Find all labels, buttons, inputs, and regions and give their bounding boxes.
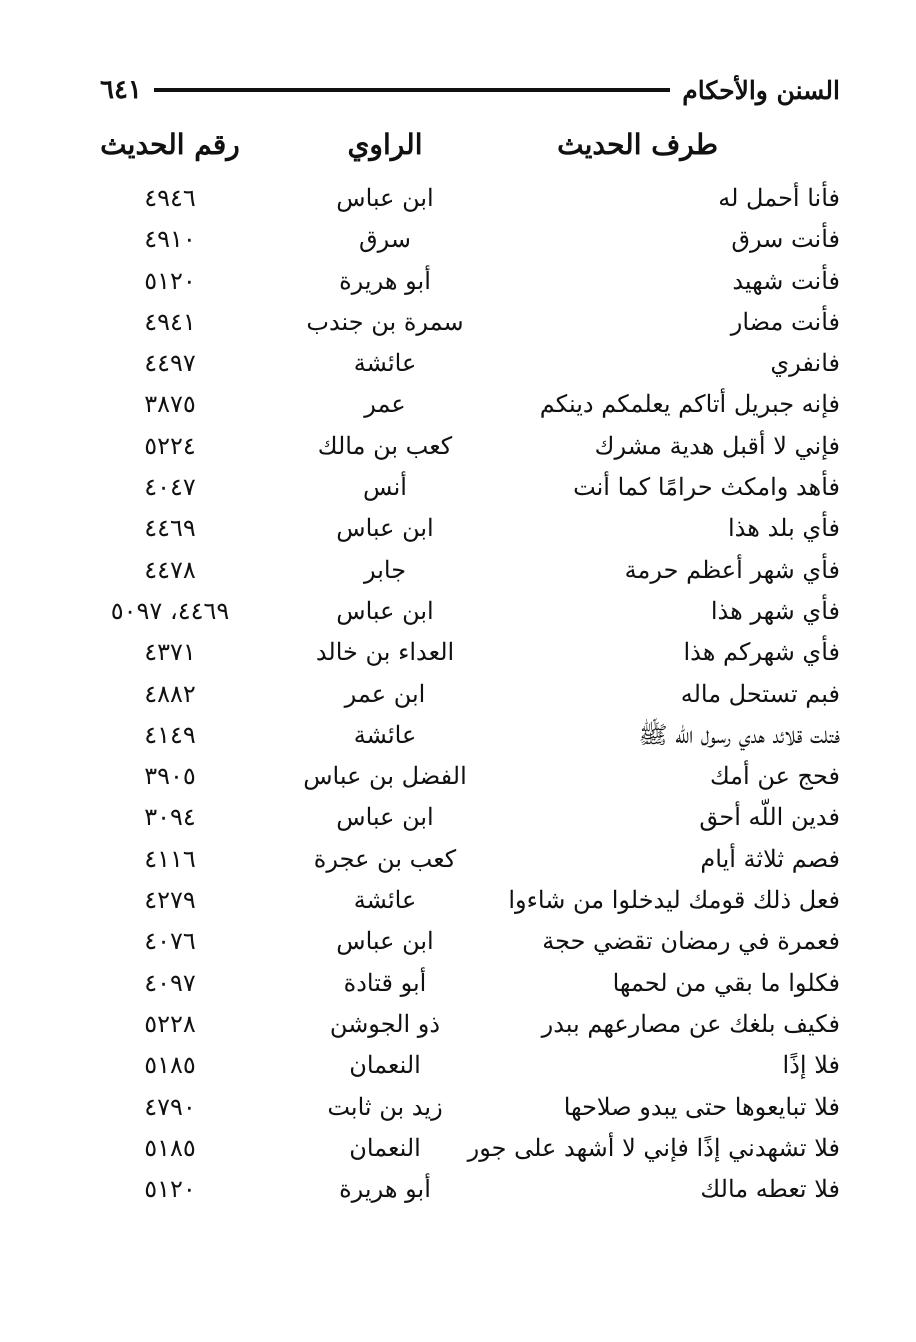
- hadith-number: ٤٤٦٩، ٥٠٩٧: [110, 596, 230, 625]
- index-row: [90, 1128, 840, 1169]
- hadith-number: ٥٢٢٤: [144, 431, 196, 460]
- narrator: جابر: [363, 555, 407, 584]
- index-row: [90, 1169, 840, 1210]
- index-row: [90, 261, 840, 302]
- hadith-number: ٤١١٦: [144, 844, 196, 873]
- hadith-excerpt: فعل ذلك قومك ليدخلوا من شاءوا: [508, 886, 840, 915]
- column-header-narrator: الراوي: [347, 128, 423, 161]
- hadith-excerpt: فانفري: [770, 349, 840, 378]
- hadith-number: ٤٣٧١: [144, 638, 196, 667]
- narrator: أبو هريرة: [339, 266, 431, 295]
- narrator: عائشة: [353, 720, 417, 749]
- narrator: سرق: [359, 225, 411, 254]
- narrator: أنس: [363, 473, 407, 502]
- index-row: [90, 1004, 840, 1045]
- narrator: ابن عباس: [336, 514, 434, 543]
- hadith-excerpt: فأنت سرق: [731, 225, 840, 254]
- narrator: أبو قتادة: [343, 968, 427, 997]
- narrator: عمر: [364, 390, 406, 419]
- narrator: ابن عباس: [336, 596, 434, 625]
- narrator: العداء بن خالد: [315, 638, 455, 667]
- hadith-excerpt: فأنت مضار: [730, 307, 840, 336]
- header-rule: [154, 88, 670, 92]
- narrator: زيد بن ثابت: [327, 1092, 443, 1121]
- hadith-number: ٤٠٤٧: [144, 473, 196, 502]
- hadith-excerpt: فلا تشهدني إذًا فإني لا أشهد على جور: [467, 1133, 840, 1162]
- hadith-number: ٤٧٩٠: [144, 1092, 196, 1121]
- hadith-excerpt: فأي بلد هذا: [728, 514, 840, 543]
- hadith-excerpt: فبم تستحل ماله: [680, 679, 840, 708]
- hadith-number: ٤٢٧٩: [144, 886, 196, 915]
- index-row: [90, 302, 840, 343]
- hadith-excerpt: فعمرة في رمضان تقضي حجة: [542, 927, 840, 956]
- index-row: [90, 1045, 840, 1086]
- hadith-excerpt: فكيف بلغك عن مصارعهم ببدر: [541, 1009, 840, 1038]
- hadith-excerpt: فإني لا أقبل هدية مشرك: [594, 431, 840, 460]
- running-title: السنن والأحكام: [682, 75, 840, 105]
- hadith-excerpt: فحج عن أمك: [709, 762, 840, 791]
- hadith-excerpt: فأهد وامكث حرامًا كما أنت: [573, 473, 840, 502]
- narrator: عائشة: [353, 349, 417, 378]
- narrator: سمرة بن جندب: [306, 307, 464, 336]
- hadith-number: ٣٨٧٥: [144, 390, 196, 419]
- index-row: [90, 343, 840, 384]
- narrator: ابن عباس: [336, 803, 434, 832]
- narrator: النعمان: [349, 1051, 421, 1080]
- hadith-number: ٥١٢٠: [144, 266, 196, 295]
- hadith-excerpt: فلا إذًا: [782, 1051, 840, 1080]
- hadith-excerpt: فأي شهركم هذا: [683, 638, 840, 667]
- narrator: ابن عباس: [336, 184, 434, 212]
- hadith-number: ٤٩٤٦: [144, 184, 196, 212]
- hadith-number: ٥١٢٠: [144, 1175, 196, 1204]
- index-row: [90, 839, 840, 880]
- narrator: كعب بن عجرة: [313, 844, 457, 873]
- hadith-index-list: [90, 178, 840, 1210]
- index-row: [90, 963, 840, 1004]
- hadith-number: ٤٠٩٧: [144, 968, 196, 997]
- hadith-number: ٤٠٧٦: [144, 927, 196, 956]
- hadith-number: ٣٩٠٥: [144, 762, 196, 791]
- index-row: [90, 880, 840, 921]
- index-row: [90, 674, 840, 715]
- hadith-number: ٤١٤٩: [144, 720, 196, 749]
- hadith-excerpt: فلا تبايعوها حتى يبدو صلاحها: [563, 1092, 840, 1121]
- index-row: [90, 426, 840, 467]
- narrator: أبو هريرة: [339, 1175, 431, 1204]
- page-header: [100, 70, 840, 110]
- hadith-number: ٣٠٩٤: [144, 803, 196, 832]
- narrator: ذو الجوشن: [329, 1009, 441, 1038]
- hadith-excerpt: فأنت شهيد: [732, 266, 840, 295]
- narrator: عائشة: [353, 886, 417, 915]
- hadith-number: ٥١٨٥: [144, 1051, 196, 1080]
- index-row: [90, 178, 840, 219]
- hadith-number: ٤٤٦٩: [144, 514, 196, 543]
- hadith-excerpt: فأي شهر أعظم حرمة: [624, 555, 840, 584]
- index-row: [90, 591, 840, 632]
- index-row: [90, 550, 840, 591]
- hadith-number: ٥٢٢٨: [144, 1009, 196, 1038]
- narrator: النعمان: [349, 1133, 421, 1162]
- hadith-excerpt: فصم ثلاثة أيام: [700, 844, 840, 873]
- hadith-number: ٤٩١٠: [144, 225, 196, 254]
- hadith-excerpt: فتلت قلائد هدي رسول اللّه ﷺ: [638, 720, 840, 749]
- index-row: [90, 715, 840, 756]
- narrator: ابن عمر: [344, 679, 426, 708]
- hadith-excerpt: فدين اللّه أحق: [699, 803, 840, 832]
- column-headers: [90, 128, 840, 174]
- hadith-number: ٤٨٨٢: [144, 679, 196, 708]
- index-row: [90, 921, 840, 962]
- narrator: كعب بن مالك: [317, 431, 453, 460]
- hadith-excerpt: فلا تعطه مالك: [700, 1175, 840, 1204]
- hadith-excerpt: فأنا أحمل له: [718, 184, 840, 212]
- index-row: [90, 467, 840, 508]
- column-header-hadith-number: رقم الحديث: [100, 128, 240, 161]
- hadith-number: ٥١٨٥: [144, 1133, 196, 1162]
- hadith-number: ٤٩٤١: [144, 307, 196, 336]
- hadith-number: ٤٤٩٧: [144, 349, 196, 378]
- page-number: ٦٤١: [100, 75, 142, 105]
- hadith-number: ٤٤٧٨: [144, 555, 196, 584]
- hadith-excerpt: فكلوا ما بقي من لحمها: [612, 968, 840, 997]
- hadith-excerpt: فأي شهر هذا: [710, 596, 840, 625]
- index-row: [90, 219, 840, 260]
- index-row: [90, 508, 840, 549]
- narrator: ابن عباس: [336, 927, 434, 956]
- index-row: [90, 756, 840, 797]
- column-header-hadith-excerpt: طرف الحديث: [557, 128, 718, 161]
- index-row: [90, 797, 840, 838]
- index-row: [90, 632, 840, 673]
- hadith-excerpt: فإنه جبريل أتاكم يعلمكم دينكم: [539, 390, 840, 419]
- index-row: [90, 1087, 840, 1128]
- index-row: [90, 384, 840, 425]
- narrator: الفضل بن عباس: [303, 762, 467, 791]
